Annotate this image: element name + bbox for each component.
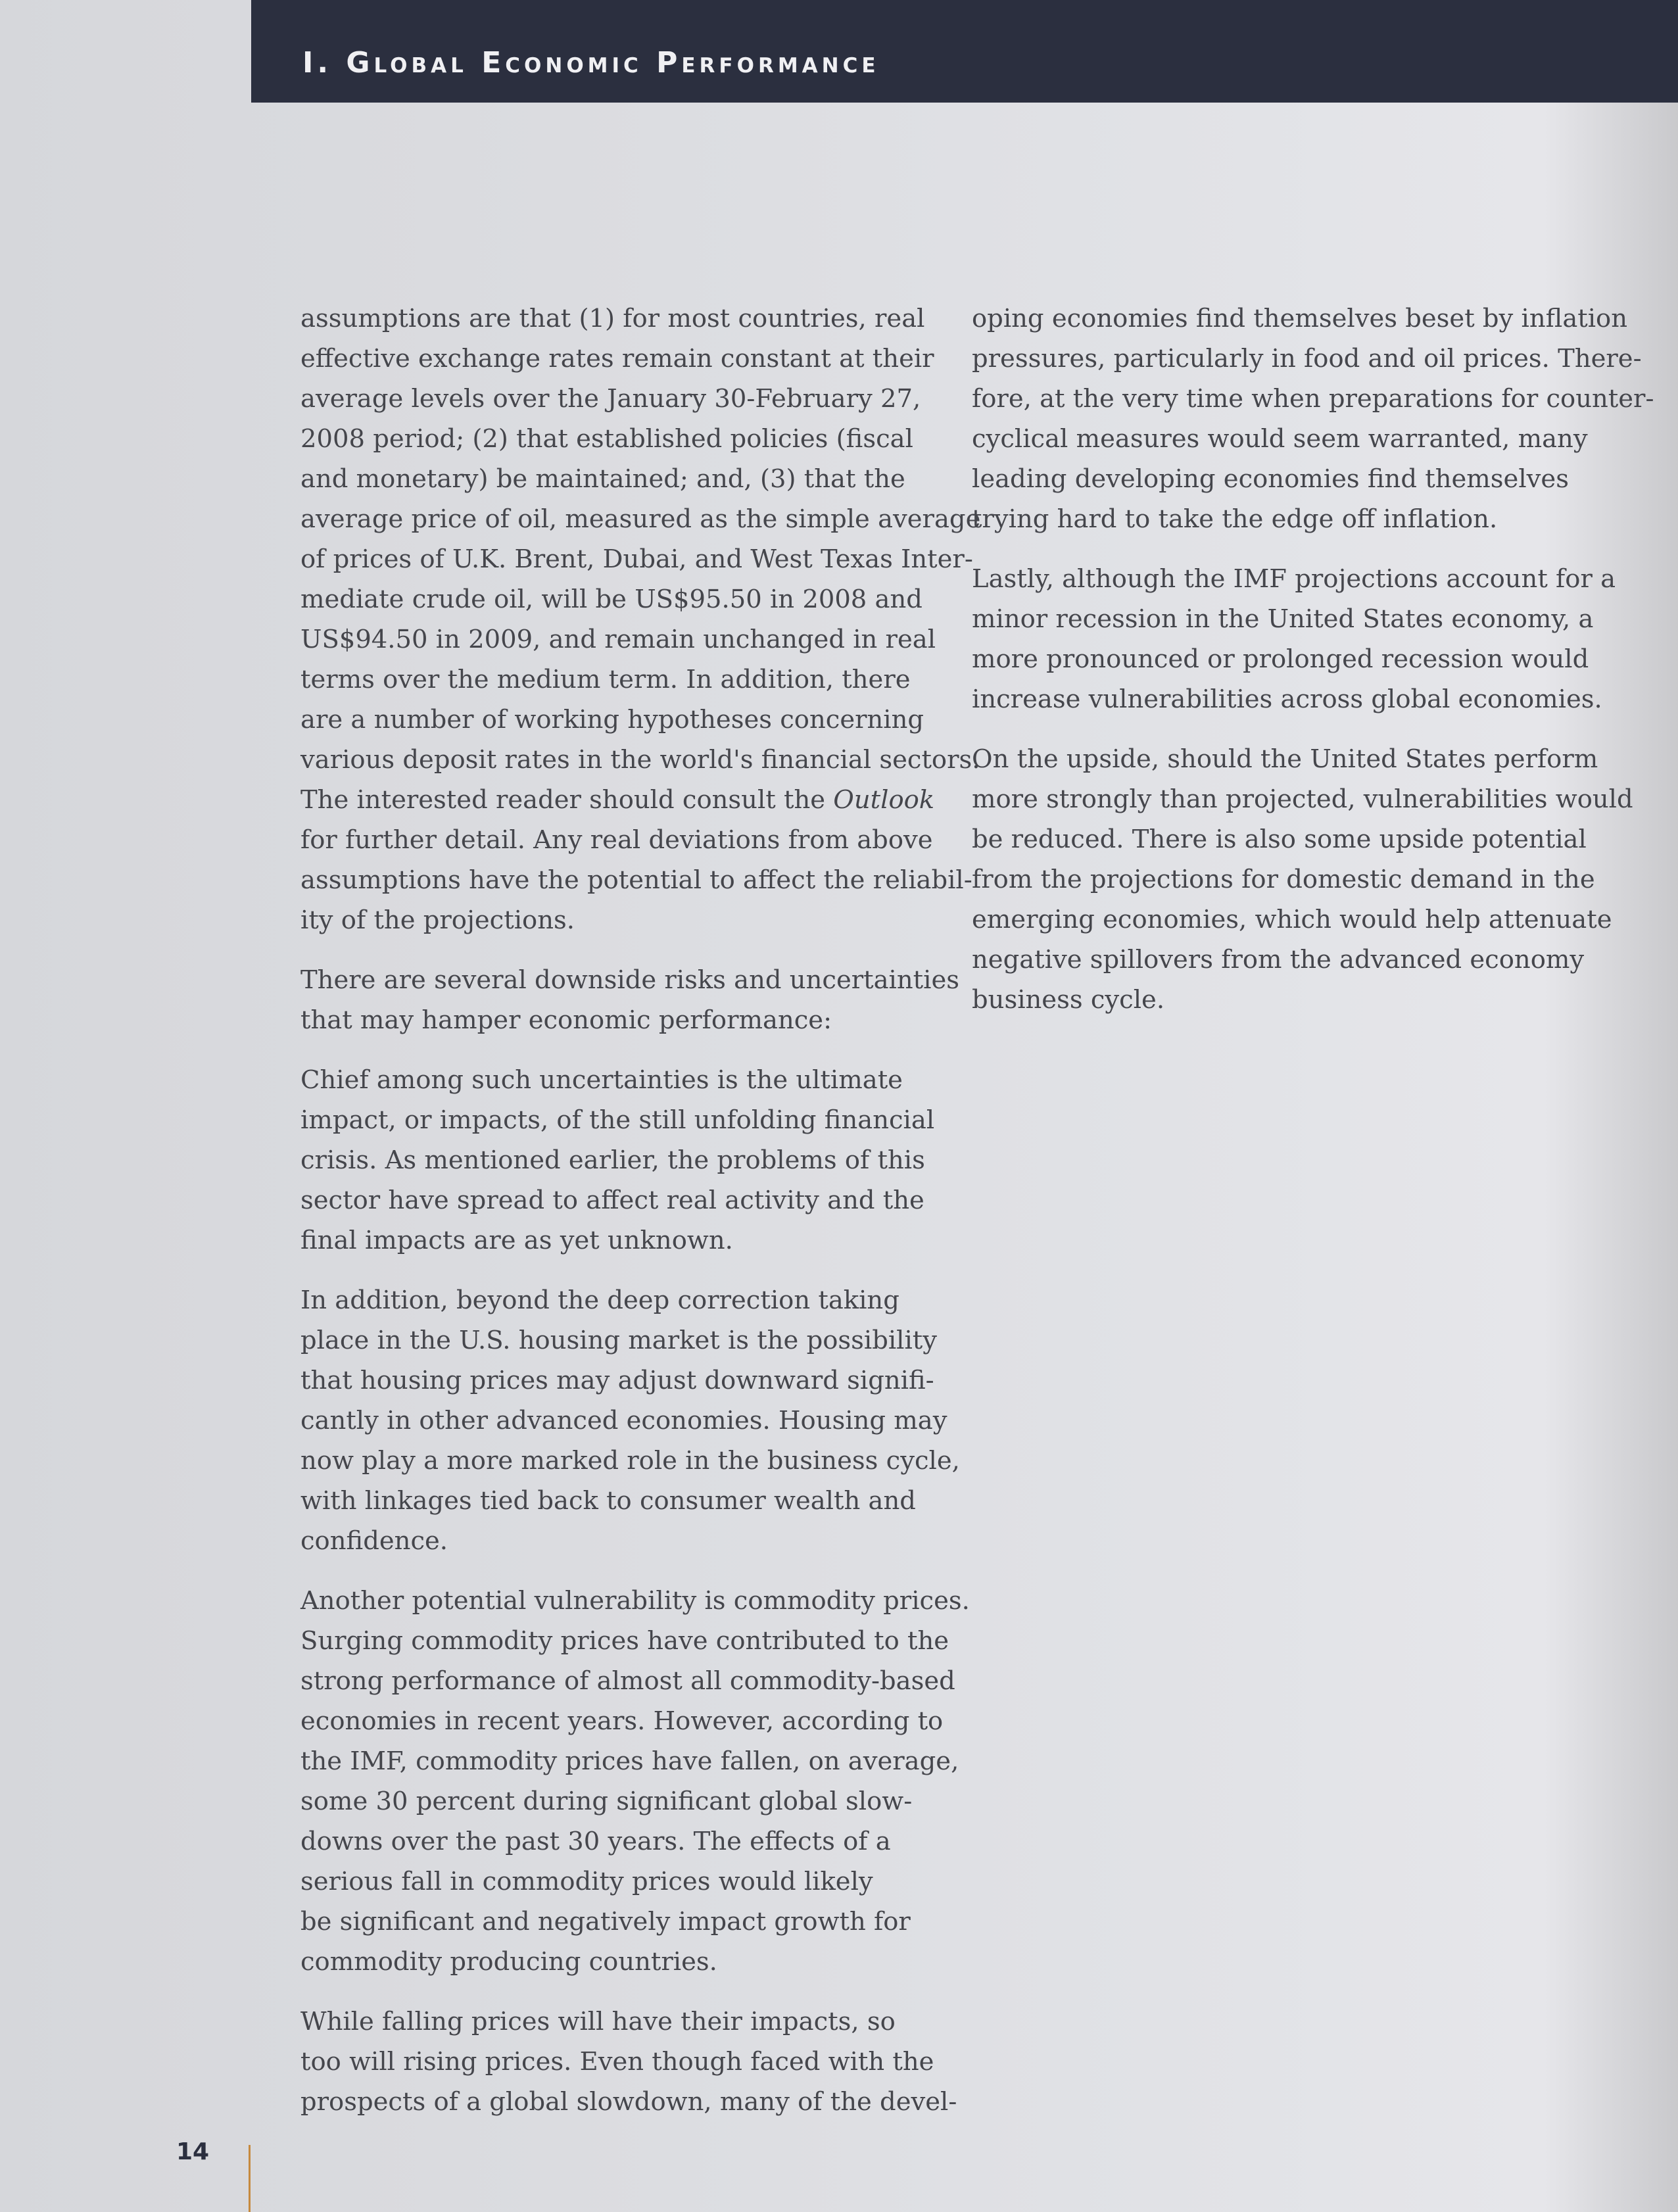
paragraph-commodity-prices <box>300 1581 970 1982</box>
text-line: with linkages tied back to consumer wealth and <box>300 1486 916 1516</box>
text-line: On the upside, should the United States perform <box>972 744 1598 774</box>
text-line: that housing prices may adjust downward signifi- <box>300 1366 934 1395</box>
text-line: In addition, beyond the deep correction taking <box>300 1286 899 1315</box>
text-line: Chief among such uncertainties is the ultimate <box>300 1065 903 1095</box>
paragraph-inflation <box>972 299 1654 539</box>
text-line: now play a more marked role in the business cycle, <box>300 1446 960 1476</box>
paragraph-housing <box>300 1280 960 1561</box>
text-line: sector have spread to affect real activity and the <box>300 1186 924 1215</box>
text-line: emerging economies, which would help attenuate <box>972 905 1612 934</box>
text-line: minor recession in the United States economy, a <box>972 604 1594 634</box>
section-title: I. Global Economic Performance <box>302 46 880 80</box>
text-line: assumptions have the potential to affect the reliabil- <box>300 865 972 895</box>
text-line: too will rising prices. Even though faced with the <box>300 2047 934 2077</box>
text-line: some 30 percent during significant global slow- <box>300 1787 913 1816</box>
text-line: cantly in other advanced economies. Housing may <box>300 1406 947 1435</box>
text-segment: The interested reader should consult the <box>300 785 834 815</box>
text-line: economies in recent years. However, according to <box>300 1706 944 1736</box>
text-line: prospects of a global slowdown, many of the devel- <box>300 2087 957 2117</box>
text-line: average price of oil, measured as the simple average <box>300 504 981 534</box>
text-line: and monetary) be maintained; and, (3) that the <box>300 464 905 494</box>
text-line: Surging commodity prices have contributed to the <box>300 1626 949 1656</box>
text-line: crisis. As mentioned earlier, the problems of this <box>300 1145 925 1175</box>
text-line: Lastly, although the IMF projections account for a <box>972 564 1616 594</box>
text-line: Another potential vulnerability is commodity prices. <box>300 1586 970 1616</box>
text-line: terms over the medium term. In addition, there <box>300 665 911 694</box>
left-text-column <box>300 299 981 2142</box>
page-number: 14 <box>176 2138 210 2165</box>
text-line: pressures, particularly in food and oil prices. There- <box>972 344 1642 373</box>
text-line: confidence. <box>300 1526 448 1556</box>
text-line: oping economies find themselves beset by inflation <box>972 304 1628 333</box>
text-line: more strongly than projected, vulnerabilities would <box>972 784 1633 814</box>
text-line: final impacts are as yet unknown. <box>300 1226 733 1255</box>
text-line: assumptions are that (1) for most countries, real <box>300 304 925 333</box>
text-line: various deposit rates in the world's financial sectors. <box>300 745 980 775</box>
text-line: that may hamper economic performance: <box>300 1005 832 1035</box>
text-line: While falling prices will have their impacts, so <box>300 2007 896 2036</box>
text-line: of prices of U.K. Brent, Dubai, and West Texas Inter- <box>300 544 973 574</box>
text-line: leading developing economies find themselves <box>972 464 1569 494</box>
right-text-column <box>972 299 1654 1040</box>
paragraph-recession <box>972 559 1616 719</box>
text-line: for further detail. Any real deviations from above <box>300 825 933 855</box>
text-line: negative spillovers from the advanced economy <box>972 945 1585 974</box>
text-line: serious fall in commodity prices would likely <box>300 1867 873 1896</box>
text-line: trying hard to take the edge off inflation. <box>972 504 1498 534</box>
text-line: from the projections for domestic demand in the <box>972 865 1595 894</box>
text-line: fore, at the very time when preparations for counter- <box>972 384 1654 414</box>
text-line: US$94.50 in 2009, and remain unchanged in real <box>300 625 936 654</box>
outlook-italic-title: Outlook <box>833 785 935 815</box>
text-line: 2008 period; (2) that established policies (fiscal <box>300 424 913 454</box>
text-line: downs over the past 30 years. The effects of a <box>300 1827 891 1856</box>
text-line: be reduced. There is also some upside potential <box>972 825 1587 854</box>
text-line: commodity producing countries. <box>300 1947 717 1977</box>
text-line: are a number of working hypotheses concerning <box>300 705 924 734</box>
text-line: mediate crude oil, will be US$95.50 in 2008 and <box>300 585 923 614</box>
text-line: be significant and negatively impact growth for <box>300 1907 911 1936</box>
paragraph-financial-crisis <box>300 1060 935 1261</box>
text-line: strong performance of almost all commodity-based <box>300 1666 955 1696</box>
text-line: There are several downside risks and uncertainties <box>300 965 959 995</box>
text-line: impact, or impacts, of the still unfolding financial <box>300 1105 935 1135</box>
paragraph-upside <box>972 739 1633 1020</box>
text-line: the IMF, commodity prices have fallen, on average, <box>300 1746 959 1776</box>
text-line: average levels over the January 30-February 27, <box>300 384 921 414</box>
paragraph-assumptions <box>300 299 981 940</box>
paragraph-rising-prices <box>300 2002 957 2122</box>
text-line: cyclical measures would seem warranted, many <box>972 424 1588 454</box>
text-line-outlook <box>300 780 935 820</box>
text-line: effective exchange rates remain constant at their <box>300 344 934 373</box>
text-line: more pronounced or prolonged recession would <box>972 644 1589 674</box>
text-line: business cycle. <box>972 985 1165 1015</box>
text-line: ity of the projections. <box>300 905 575 935</box>
text-line: increase vulnerabilities across global economies. <box>972 685 1602 714</box>
folio-divider <box>249 2145 251 2212</box>
paragraph-downside-risks <box>300 960 959 1040</box>
text-line: place in the U.S. housing market is the possibility <box>300 1326 938 1355</box>
